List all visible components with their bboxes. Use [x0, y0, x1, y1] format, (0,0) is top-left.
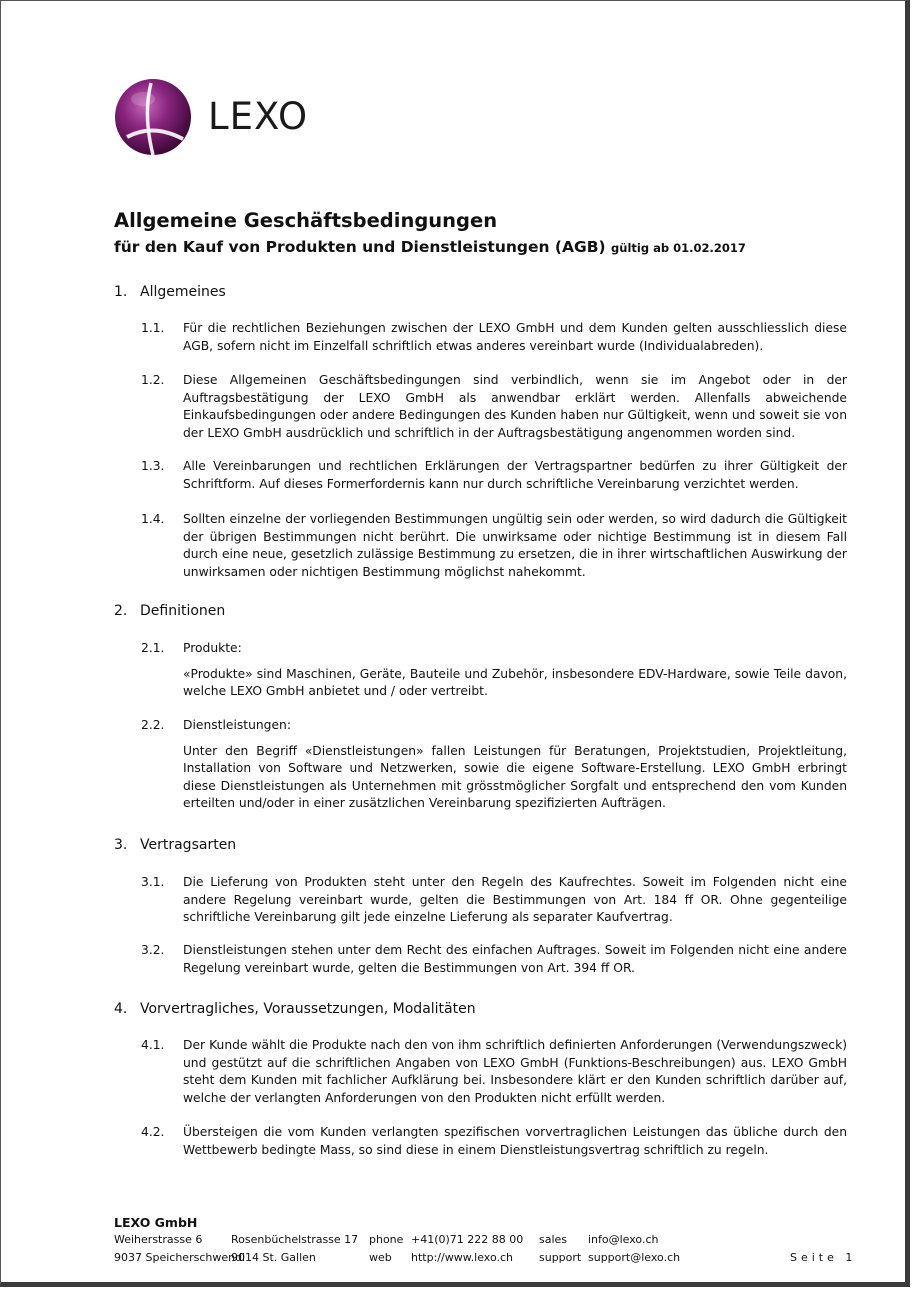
page-number: Seite 1 [790, 1251, 857, 1264]
footer-city: 9037 Speicherschwendi [114, 1251, 246, 1264]
clause [141, 717, 847, 813]
clause-text: Der Kunde wählt die Produkte nach den von ihm schriftlich definierten Anforderungen (Verwendungszweck) und gestützt auf die schriftlichen Angaben von LEXO GmbH (Funktions-Beschreibungen) aus. LEXO GmbH steht dem Kunden mit fachlicher Aufklärung bei. Insbesondere klärt er den Kunden schriftlich darüber auf, welche der verlangten Anforderungen von den Produkten nicht erfüllt werden. [183, 1038, 847, 1105]
document-title: Allgemeine Geschäftsbedingungen [114, 209, 498, 232]
clause-text: Unter den Begriff «Dienstleistungen» fallen Leistungen für Beratungen, Projektstudien, Projektleitung, Installation von Software und Netzwerken, sowie die eigene Software-Erstellung. LEXO GmbH erbringt diese Dienstleistungen als Unternehmen mit grösstmöglicher Sorgfalt und entsprechend den vom Kunden erteilten und/oder in einer zusätzlichen Vereinbarung spezifizierten Aufträgen. [183, 743, 847, 810]
section-number: 2. [114, 603, 128, 619]
clause [141, 1124, 847, 1159]
footer-web-label: web [369, 1251, 392, 1264]
sphere-logo-icon [113, 75, 199, 161]
clause-text: «Produkte» sind Maschinen, Geräte, Bauteile und Zubehör, insbesondere EDV-Hardware, sowie Teile davon, welche LEXO GmbH anbietet und / oder vertreibt. [183, 666, 847, 698]
lexo-logo [113, 75, 313, 161]
clause-number: 2.2. [141, 718, 165, 732]
section-number: 1. [114, 284, 128, 300]
clause-number: 3.1. [141, 875, 165, 889]
footer-sales-label: sales [539, 1233, 568, 1246]
section-title: Definitionen [140, 603, 226, 619]
clause-number: 4.1. [141, 1038, 165, 1052]
clause [141, 874, 847, 927]
subtitle-text: für den Kauf von Produkten und Dienstleistungen (AGB) [114, 238, 606, 256]
footer-web-link[interactable]: http://www.lexo.ch [411, 1251, 514, 1264]
clause [141, 942, 847, 977]
section-heading [114, 603, 225, 619]
section-title: Allgemeines [140, 284, 226, 300]
clause [141, 458, 847, 493]
clause-text: Für die rechtlichen Beziehungen zwischen der LEXO GmbH und dem Kunden gelten ausschliesslich diese AGB, sofern nicht im Einzelfall schriftlich etwas anderes vereinbart wurde (Individualabreden). [183, 321, 847, 353]
footer-support-email[interactable]: support@lexo.ch [588, 1251, 681, 1264]
logo-wordmark: LEXO [208, 95, 309, 138]
clause [141, 1037, 847, 1107]
clause-number: 1.3. [141, 459, 165, 473]
footer-phone-label: phone [369, 1233, 404, 1246]
clause [141, 511, 847, 581]
section-heading [114, 1001, 476, 1017]
footer-sales-email[interactable]: info@lexo.ch [588, 1233, 659, 1246]
footer-support-label: support [539, 1251, 582, 1264]
clause-text: Diese Allgemeinen Geschäftsbedingungen sind verbindlich, wenn sie im Angebot oder in der Auftragsbestätigung der LEXO GmbH als anwendbar erklärt werden. Allenfalls abweichende Einkaufsbedingungen oder andere Bedingungen des Kunden haben nur Gültigkeit, wenn und soweit sie von der LEXO GmbH ausdrücklich und schriftlich in der Auftragsbestätigung angenommen worden sind. [183, 373, 847, 440]
footer-row [114, 1233, 854, 1251]
section-title: Vorvertragliches, Voraussetzungen, Modalitäten [140, 1001, 476, 1017]
clause-text: Alle Vereinbarungen und rechtlichen Erklärungen der Vertragspartner bedürfen zu ihrer Gültigkeit der Schriftform. Auf dieses Formerfordernis kann nur durch schriftliche Vereinbarung verzichtet werden. [183, 459, 847, 491]
clause-heading: Dienstleistungen: [183, 718, 291, 732]
footer-street: Weiherstrasse 6 [114, 1233, 203, 1246]
clause-number: 2.1. [141, 641, 165, 655]
section-title: Vertragsarten [140, 837, 237, 853]
clause-number: 1.2. [141, 373, 165, 387]
clause [141, 320, 847, 355]
clause-heading: Produkte: [183, 641, 242, 655]
document-subtitle [114, 238, 746, 256]
footer-phone[interactable]: +41(0)71 222 88 00 [411, 1233, 524, 1246]
clause-text: Die Lieferung von Produkten steht unter den Regeln des Kaufrechtes. Soweit im Folgenden nicht eine andere Regelung vereinbart wurde, gelten die Bestimmungen von Art. 184 ff OR. Ohne gegenteilige schriftliche Vereinbarung gilt jede einzelne Lieferung als separater Kaufvertrag. [183, 875, 847, 924]
valid-from: gültig ab 01.02.2017 [611, 241, 746, 255]
section-number: 4. [114, 1001, 128, 1017]
clause-number: 1.4. [141, 512, 165, 526]
clause-text: Sollten einzelne der vorliegenden Bestimmungen ungültig sein oder werden, so wird dadurch die Gültigkeit der übrigen Bestimmungen nicht berührt. Die unwirksame oder nichtige Bestimmung ist in diesem Fall durch eine neue, gesetzlich zulässige Bestimmung zu ersetzen, die in ihrer wirtschaftlichen Auswirkung der unwirksamen oder nichtigen Bestimmung möglichst nahekommt. [183, 512, 847, 579]
footer [114, 1215, 857, 1269]
clause-number: 3.2. [141, 943, 165, 957]
section-heading [114, 284, 226, 300]
clause-number: 1.1. [141, 321, 165, 335]
clause-text: Dienstleistungen stehen unter dem Recht des einfachen Auftrages. Soweit im Folgenden nicht eine andere Regelung vereinbart wurde, gelten die Bestimmungen von Art. 394 ff OR. [183, 943, 847, 975]
section-heading [114, 837, 236, 853]
footer-company: LEXO GmbH [114, 1215, 198, 1230]
clause [141, 640, 847, 701]
footer-city-2: 9014 St. Gallen [231, 1251, 316, 1264]
clause [141, 372, 847, 442]
clause-text: Übersteigen die vom Kunden verlangten spezifischen vorvertraglichen Leistungen das übliche durch den Wettbewerb bedingte Mass, so sind diese in einem Dienstleistungsvertrag schriftlich zu regeln. [183, 1125, 847, 1157]
footer-row [114, 1251, 857, 1269]
footer-street-2: Rosenbüchelstrasse 17 [231, 1233, 359, 1246]
clause-number: 4.2. [141, 1125, 165, 1139]
section-number: 3. [114, 837, 128, 853]
